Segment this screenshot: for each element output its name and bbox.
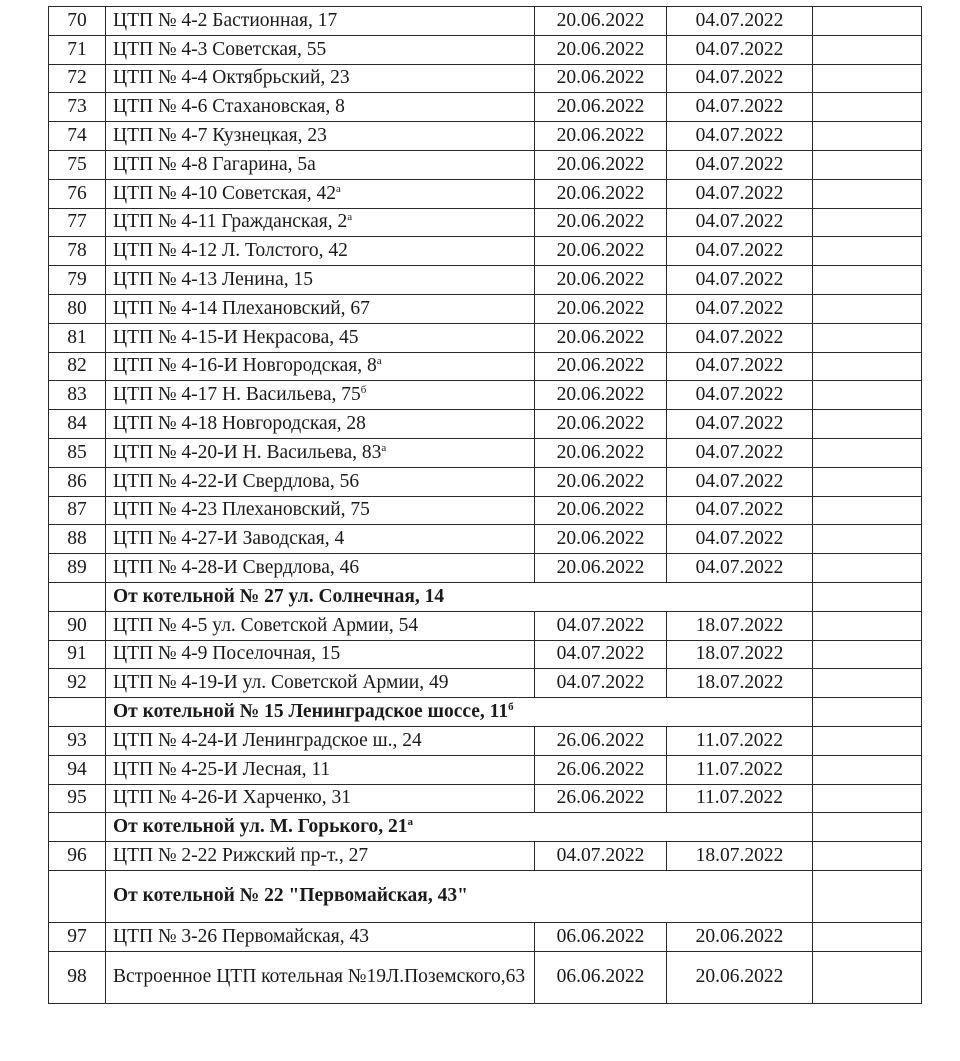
- row-number: [49, 582, 106, 611]
- substation-name: [106, 784, 535, 813]
- substation-name: [106, 237, 535, 266]
- start-date: 20.06.2022: [535, 93, 667, 122]
- end-date: 04.07.2022: [667, 381, 813, 410]
- end-date: 04.07.2022: [667, 64, 813, 93]
- row-number: 89: [49, 554, 106, 583]
- section-title: [106, 582, 813, 611]
- name-text: ЦТП № 4-13 Ленина, 15: [113, 269, 314, 291]
- row-number: 81: [49, 323, 106, 352]
- table-row: [49, 208, 922, 237]
- end-date: 04.07.2022: [667, 35, 813, 64]
- row-number: 82: [49, 352, 106, 381]
- name-text: ЦТП № 4-15-И Некрасова, 45: [113, 326, 359, 348]
- start-date: 26.06.2022: [535, 726, 667, 755]
- row-number: 79: [49, 266, 106, 295]
- notes-cell: [813, 93, 922, 122]
- row-number: 84: [49, 410, 106, 439]
- start-date: 20.06.2022: [535, 7, 667, 36]
- name-text: ЦТП № 4-20-И Н. Васильева, 83: [113, 441, 382, 463]
- name-text: ЦТП № 4-26-И Харченко, 31: [113, 787, 352, 809]
- end-date: 11.07.2022: [667, 726, 813, 755]
- row-number: 75: [49, 150, 106, 179]
- row-number: 78: [49, 237, 106, 266]
- table-row: [49, 381, 922, 410]
- end-date: 04.07.2022: [667, 323, 813, 352]
- name-text: ЦТП № 4-25-И Лесная, 11: [113, 758, 331, 780]
- table-row: [49, 669, 922, 698]
- substation-name: [106, 323, 535, 352]
- name-text: ЦТП № 4-22-И Свердлова, 56: [113, 470, 360, 492]
- substation-name: [106, 922, 535, 951]
- table-row: [49, 438, 922, 467]
- notes-cell: [813, 496, 922, 525]
- substation-name: [106, 525, 535, 554]
- start-date: 20.06.2022: [535, 323, 667, 352]
- row-number: 96: [49, 842, 106, 871]
- table-body: [49, 7, 922, 1004]
- end-date: 04.07.2022: [667, 352, 813, 381]
- row-number: 88: [49, 525, 106, 554]
- substation-name: [106, 64, 535, 93]
- start-date: 20.06.2022: [535, 438, 667, 467]
- substation-name: [106, 755, 535, 784]
- substation-name: [106, 438, 535, 467]
- row-number: 74: [49, 122, 106, 151]
- table-row: [49, 7, 922, 36]
- end-date: 04.07.2022: [667, 294, 813, 323]
- name-text: ЦТП № 4-23 Плехановский, 75: [113, 499, 370, 521]
- substation-name: [106, 640, 535, 669]
- row-number: 91: [49, 640, 106, 669]
- end-date: 18.07.2022: [667, 669, 813, 698]
- row-number: 87: [49, 496, 106, 525]
- substation-name: [106, 951, 535, 1003]
- notes-cell: [813, 813, 922, 842]
- table-row: [49, 122, 922, 151]
- start-date: 04.07.2022: [535, 611, 667, 640]
- substation-name: [106, 842, 535, 871]
- table-row: [49, 352, 922, 381]
- row-number: 76: [49, 179, 106, 208]
- notes-cell: [813, 323, 922, 352]
- table-row: [49, 294, 922, 323]
- substation-name: [106, 93, 535, 122]
- name-text: ЦТП № 4-6 Стахановская, 8: [113, 96, 345, 118]
- substation-name: [106, 669, 535, 698]
- substation-name: [106, 266, 535, 295]
- end-date: 04.07.2022: [667, 266, 813, 295]
- end-date: 04.07.2022: [667, 122, 813, 151]
- table-row: [49, 726, 922, 755]
- end-date: 04.07.2022: [667, 237, 813, 266]
- substation-name: [106, 496, 535, 525]
- end-date: 11.07.2022: [667, 784, 813, 813]
- notes-cell: [813, 64, 922, 93]
- start-date: 26.06.2022: [535, 755, 667, 784]
- end-date: 20.06.2022: [667, 922, 813, 951]
- address-letter-superscript: а: [381, 441, 387, 454]
- notes-cell: [813, 582, 922, 611]
- notes-cell: [813, 150, 922, 179]
- start-date: 06.06.2022: [535, 951, 667, 1003]
- notes-cell: [813, 755, 922, 784]
- start-date: 04.07.2022: [535, 640, 667, 669]
- notes-cell: [813, 669, 922, 698]
- notes-cell: [813, 784, 922, 813]
- end-date: 04.07.2022: [667, 208, 813, 237]
- start-date: 20.06.2022: [535, 150, 667, 179]
- substation-name: [106, 467, 535, 496]
- name-text: От котельной № 22 "Первомайская, 43": [113, 885, 468, 907]
- start-date: 06.06.2022: [535, 922, 667, 951]
- row-number: 90: [49, 611, 106, 640]
- address-letter-superscript: б: [360, 384, 367, 397]
- name-text: От котельной ул. М. Горького, 21: [113, 816, 408, 838]
- table-row: [49, 640, 922, 669]
- name-text: ЦТП № 4-2 Бастионная, 17: [113, 9, 338, 31]
- start-date: 20.06.2022: [535, 266, 667, 295]
- end-date: 04.07.2022: [667, 496, 813, 525]
- row-number: 92: [49, 669, 106, 698]
- notes-cell: [813, 208, 922, 237]
- row-number: [49, 698, 106, 727]
- row-number: 94: [49, 755, 106, 784]
- name-text: ЦТП № 4-12 Л. Толстого, 42: [113, 240, 348, 262]
- start-date: 26.06.2022: [535, 784, 667, 813]
- notes-cell: [813, 294, 922, 323]
- row-number: 70: [49, 7, 106, 36]
- table-row: [49, 93, 922, 122]
- name-text: ЦТП № 4-16-И Новгородская, 8: [113, 355, 377, 377]
- notes-cell: [813, 525, 922, 554]
- table-row: [49, 922, 922, 951]
- address-letter-superscript: а: [336, 182, 341, 195]
- end-date: 18.07.2022: [667, 611, 813, 640]
- substation-name: [106, 294, 535, 323]
- notes-cell: [813, 410, 922, 439]
- start-date: 20.06.2022: [535, 496, 667, 525]
- name-text: ЦТП № 4-24-И Ленинградское ш., 24: [113, 729, 422, 751]
- substation-name: [106, 352, 535, 381]
- row-number: 86: [49, 467, 106, 496]
- name-text: ЦТП № 4-9 Поселочная, 15: [113, 643, 341, 665]
- start-date: 20.06.2022: [535, 179, 667, 208]
- row-number: 77: [49, 208, 106, 237]
- end-date: 04.07.2022: [667, 150, 813, 179]
- table-row: [49, 410, 922, 439]
- address-letter-superscript: а: [407, 816, 413, 829]
- end-date: 04.07.2022: [667, 93, 813, 122]
- table-row: [49, 64, 922, 93]
- substation-name: [106, 410, 535, 439]
- end-date: 04.07.2022: [667, 525, 813, 554]
- address-letter-superscript: а: [347, 211, 353, 224]
- name-text: От котельной № 27 ул. Солнечная, 14: [113, 585, 445, 607]
- row-number: 83: [49, 381, 106, 410]
- substation-name: [106, 611, 535, 640]
- row-number: 71: [49, 35, 106, 64]
- notes-cell: [813, 266, 922, 295]
- row-number: 95: [49, 784, 106, 813]
- address-letter-superscript: б: [508, 701, 514, 714]
- notes-cell: [813, 726, 922, 755]
- name-text: ЦТП № 4-4 Октябрьский, 23: [113, 67, 350, 89]
- substation-name: [106, 35, 535, 64]
- notes-cell: [813, 611, 922, 640]
- start-date: 20.06.2022: [535, 294, 667, 323]
- substation-name: [106, 7, 535, 36]
- name-text: ЦТП № 4-28-И Свердлова, 46: [113, 557, 360, 579]
- start-date: 20.06.2022: [535, 467, 667, 496]
- table-row: [49, 323, 922, 352]
- table-row: [49, 179, 922, 208]
- name-text: ЦТП № 4-10 Советская, 42: [113, 182, 337, 204]
- substation-name: [106, 208, 535, 237]
- table-row: [49, 525, 922, 554]
- start-date: 20.06.2022: [535, 208, 667, 237]
- row-number: 98: [49, 951, 106, 1003]
- notes-cell: [813, 179, 922, 208]
- name-text: Встроенное ЦТП котельная №19Л.Поземского,63: [113, 966, 526, 988]
- notes-cell: [813, 922, 922, 951]
- notes-cell: [813, 698, 922, 727]
- substation-name: [106, 179, 535, 208]
- notes-cell: [813, 467, 922, 496]
- row-number: 85: [49, 438, 106, 467]
- end-date: 04.07.2022: [667, 554, 813, 583]
- table-row: [49, 237, 922, 266]
- substation-name: [106, 381, 535, 410]
- end-date: 20.06.2022: [667, 951, 813, 1003]
- substation-name: [106, 122, 535, 151]
- address-letter-superscript: а: [376, 355, 382, 368]
- start-date: 20.06.2022: [535, 35, 667, 64]
- end-date: 04.07.2022: [667, 410, 813, 439]
- table-row: [49, 951, 922, 1003]
- row-number: 93: [49, 726, 106, 755]
- name-text: ЦТП № 2-22 Рижский пр-т., 27: [113, 845, 369, 866]
- notes-cell: [813, 951, 922, 1003]
- notes-cell: [813, 122, 922, 151]
- name-text: ЦТП № 4-14 Плехановский, 67: [113, 297, 370, 319]
- section-header-row: [49, 870, 922, 922]
- table-row: [49, 467, 922, 496]
- table-row: [49, 150, 922, 179]
- start-date: 04.07.2022: [535, 842, 667, 871]
- start-date: 20.06.2022: [535, 525, 667, 554]
- row-number: 72: [49, 64, 106, 93]
- end-date: 04.07.2022: [667, 467, 813, 496]
- notes-cell: [813, 7, 922, 36]
- name-text: ЦТП № 4-8 Гагарина, 5а: [113, 153, 316, 175]
- notes-cell: [813, 352, 922, 381]
- notes-cell: [813, 554, 922, 583]
- name-text: ЦТП № 4-17 Н. Васильева, 75: [113, 384, 361, 406]
- section-title: [106, 698, 813, 727]
- section-header-row: [49, 582, 922, 611]
- start-date: 20.06.2022: [535, 122, 667, 151]
- notes-cell: [813, 35, 922, 64]
- table-row: [49, 842, 922, 871]
- notes-cell: [813, 237, 922, 266]
- row-number: [49, 870, 106, 922]
- section-title: [106, 870, 813, 922]
- notes-cell: [813, 870, 922, 922]
- substation-name: [106, 554, 535, 583]
- table-row: [49, 554, 922, 583]
- row-number: 97: [49, 922, 106, 951]
- start-date: 04.07.2022: [535, 669, 667, 698]
- end-date: 11.07.2022: [667, 755, 813, 784]
- heating-schedule-table: [48, 6, 922, 1004]
- start-date: 20.06.2022: [535, 381, 667, 410]
- row-number: [49, 813, 106, 842]
- name-text: ЦТП № 4-27-И Заводская, 4: [113, 528, 345, 550]
- name-text: От котельной № 15 Ленинградское шоссе, 11: [113, 701, 509, 723]
- section-header-row: [49, 698, 922, 727]
- table-row: [49, 266, 922, 295]
- start-date: 20.06.2022: [535, 554, 667, 583]
- name-text: ЦТП № 4-3 Советская, 55: [113, 38, 327, 60]
- name-text: ЦТП № 4-18 Новгородская, 28: [113, 413, 366, 435]
- end-date: 04.07.2022: [667, 7, 813, 36]
- table-row: [49, 496, 922, 525]
- name-text: ЦТП № 4-19-И ул. Советской Армии, 49: [113, 672, 449, 694]
- notes-cell: [813, 640, 922, 669]
- end-date: 04.07.2022: [667, 438, 813, 467]
- notes-cell: [813, 438, 922, 467]
- start-date: 20.06.2022: [535, 410, 667, 439]
- start-date: 20.06.2022: [535, 64, 667, 93]
- name-text: ЦТП № 4-5 ул. Советской Армии, 54: [113, 614, 419, 636]
- notes-cell: [813, 381, 922, 410]
- end-date: 18.07.2022: [667, 640, 813, 669]
- table-row: [49, 755, 922, 784]
- substation-name: [106, 726, 535, 755]
- notes-cell: [813, 842, 922, 871]
- table-row: [49, 611, 922, 640]
- name-text: ЦТП № 4-7 Кузнецкая, 23: [113, 125, 327, 147]
- row-number: 80: [49, 294, 106, 323]
- row-number: 73: [49, 93, 106, 122]
- end-date: 18.07.2022: [667, 842, 813, 871]
- start-date: 20.06.2022: [535, 237, 667, 266]
- table-row: [49, 784, 922, 813]
- end-date: 04.07.2022: [667, 179, 813, 208]
- name-text: ЦТП № 4-11 Гражданская, 2: [113, 211, 348, 233]
- name-text: ЦТП № 3-26 Первомайская, 43: [113, 925, 369, 947]
- substation-name: [106, 150, 535, 179]
- section-title: [106, 813, 813, 842]
- table-row: [49, 35, 922, 64]
- section-header-row: [49, 813, 922, 842]
- start-date: 20.06.2022: [535, 352, 667, 381]
